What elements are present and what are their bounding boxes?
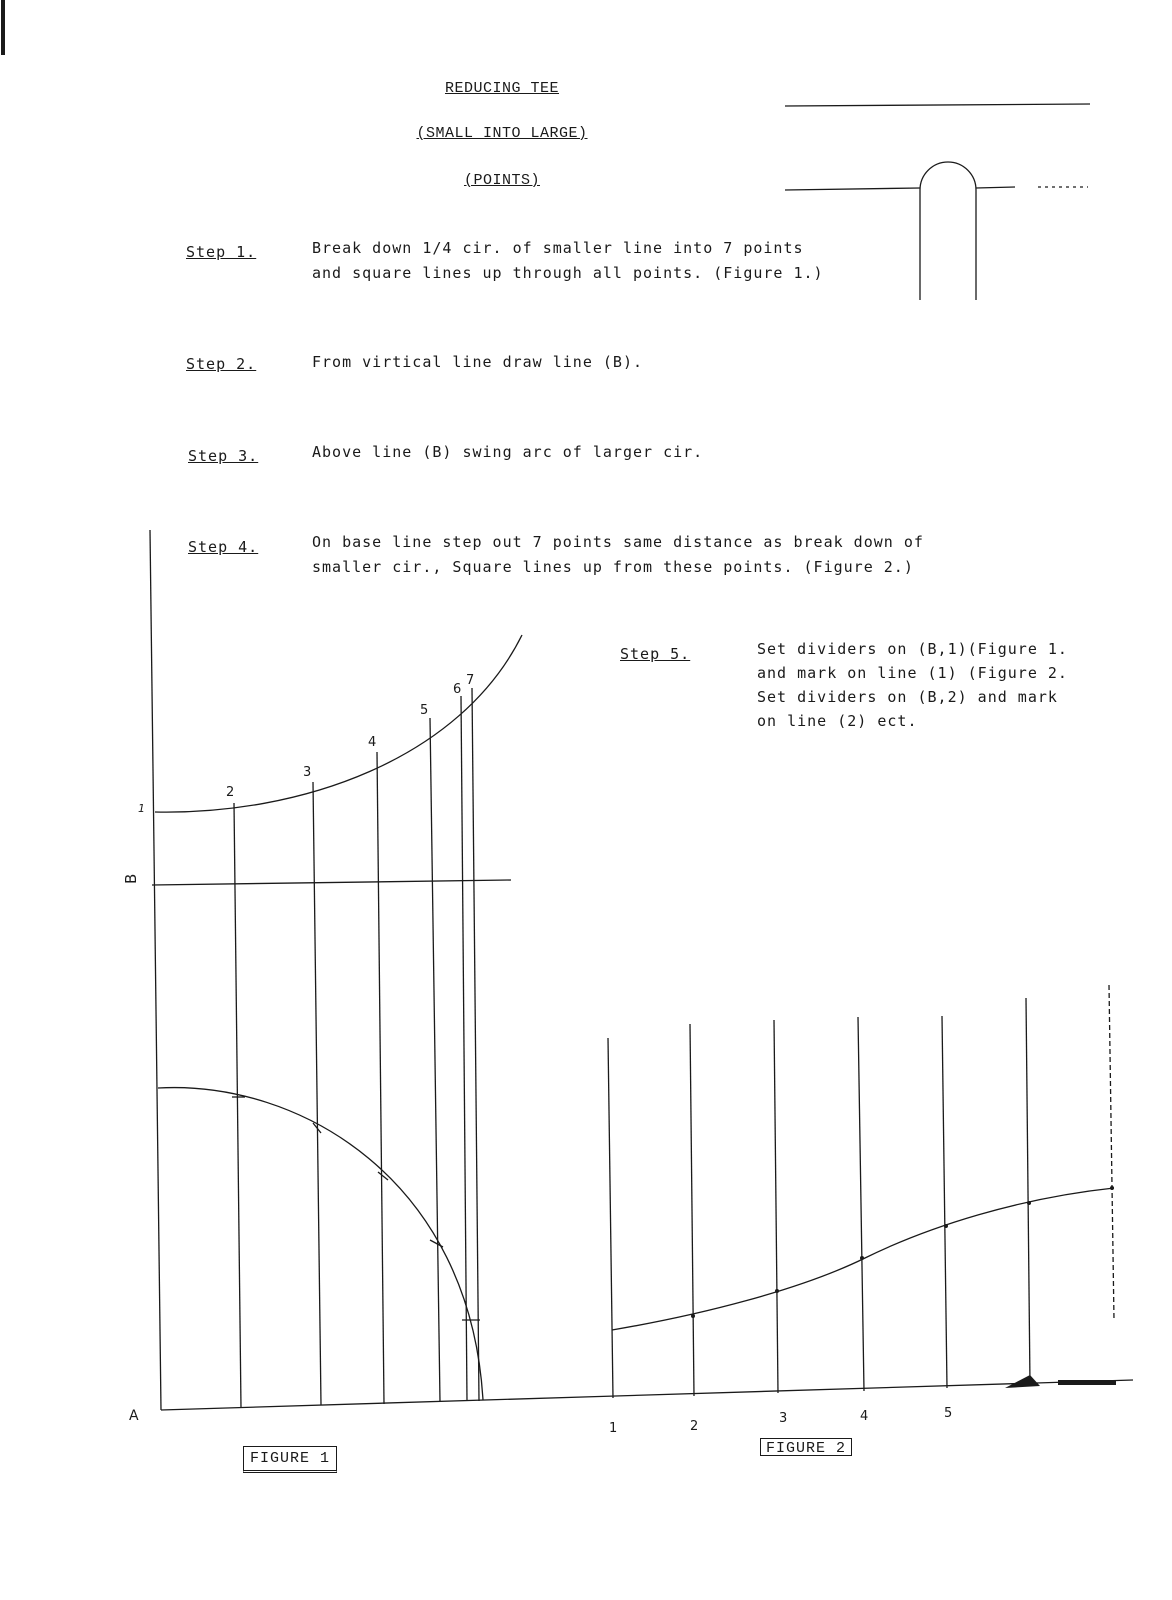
tick-mark bbox=[378, 1172, 388, 1180]
figure-2-marks bbox=[691, 1186, 1116, 1388]
step-1-line-1: Break down 1/4 cir. of smaller line into 7 points bbox=[312, 239, 804, 257]
figure-2-vertical-lines bbox=[608, 985, 1114, 1398]
step-5-line-4: on line (2) ect. bbox=[757, 712, 918, 730]
arc-point-label-5: 5 bbox=[420, 703, 429, 718]
arc-point-label-2: 2 bbox=[226, 785, 235, 800]
step-5-line-3: Set dividers on (B,2) and mark bbox=[757, 688, 1058, 706]
arc-point-label-7: 7 bbox=[466, 673, 475, 688]
curve-mark bbox=[944, 1224, 948, 1228]
step-3-line-1: Above line (B) swing arc of larger cir. bbox=[312, 443, 704, 461]
arc-point-label-4: 4 bbox=[368, 735, 377, 750]
base-label-3: 3 bbox=[779, 1411, 788, 1426]
line-b bbox=[152, 880, 511, 885]
curve-mark bbox=[860, 1256, 864, 1260]
fig2-line-3 bbox=[774, 1020, 778, 1393]
figure-2-caption: FIGURE 2 bbox=[760, 1438, 852, 1456]
figure-1-vertical-axis bbox=[150, 530, 161, 1410]
square-line-5 bbox=[430, 718, 440, 1402]
step-2-label: Step 2. bbox=[186, 355, 257, 373]
step-1-label: Step 1. bbox=[186, 243, 257, 261]
square-line-6 bbox=[461, 696, 467, 1401]
document-subtitle: (SMALL INTO LARGE) bbox=[416, 125, 588, 142]
figure-1-tick-marks bbox=[232, 1097, 480, 1320]
step-3-label: Step 3. bbox=[188, 447, 259, 465]
tee-mid-line-left bbox=[785, 188, 920, 190]
fig2-line-7 bbox=[1109, 985, 1114, 1320]
base-label-4: 4 bbox=[860, 1409, 869, 1424]
square-line-7 bbox=[472, 688, 479, 1401]
fig2-line-5 bbox=[942, 1016, 947, 1388]
fig2-line-2 bbox=[690, 1024, 694, 1396]
tee-mid-line-right bbox=[976, 187, 1015, 188]
figure-1-drawing bbox=[150, 530, 1133, 1410]
larger-circle-arc bbox=[155, 635, 522, 812]
ink-smudge bbox=[1058, 1380, 1116, 1385]
square-line-3 bbox=[313, 782, 321, 1405]
base-label-2: 2 bbox=[690, 1419, 699, 1434]
figure-2-drawing bbox=[608, 985, 1116, 1398]
arc-point-label-3: 3 bbox=[303, 765, 312, 780]
curve-mark bbox=[1027, 1201, 1031, 1205]
square-line-2 bbox=[234, 803, 241, 1408]
step-5-label: Step 5. bbox=[620, 645, 691, 663]
step-4-line-2: smaller cir., Square lines up from these points. (Figure 2.) bbox=[312, 558, 914, 576]
curve-mark bbox=[775, 1289, 779, 1293]
tee-branch-outline bbox=[920, 162, 976, 300]
origin-a-label: A bbox=[129, 1408, 139, 1424]
step-2-line-1: From virtical line draw line (B). bbox=[312, 353, 644, 371]
fig2-line-6 bbox=[1026, 998, 1030, 1385]
arc-point-label-1: 1 bbox=[138, 802, 145, 815]
ink-smudge bbox=[1005, 1375, 1040, 1388]
step-5-line-1: Set dividers on (B,1)(Figure 1. bbox=[757, 640, 1068, 658]
figure-1-caption: FIGURE 1 bbox=[243, 1446, 337, 1473]
base-line bbox=[161, 1380, 1133, 1410]
base-label-1: 1 bbox=[609, 1421, 618, 1436]
curve-mark bbox=[691, 1314, 695, 1318]
document-title: REDUCING TEE bbox=[444, 80, 560, 97]
tick-mark bbox=[430, 1240, 443, 1247]
curve-mark bbox=[1110, 1186, 1114, 1190]
step-5-line-2: and mark on line (1) (Figure 2. bbox=[757, 664, 1068, 682]
step-4-line-1: On base line step out 7 points same distance as break down of bbox=[312, 533, 924, 551]
base-label-5: 5 bbox=[944, 1406, 953, 1421]
document-subtitle-points: (POINTS) bbox=[463, 172, 540, 189]
step-1-line-2: and square lines up through all points. (Figure 1.) bbox=[312, 264, 824, 282]
fig2-line-1 bbox=[608, 1038, 613, 1398]
tee-top-line bbox=[785, 104, 1090, 106]
tee-sketch bbox=[785, 104, 1090, 300]
arc-point-label-6: 6 bbox=[453, 682, 462, 697]
line-b-label: B bbox=[122, 873, 140, 884]
square-line-4 bbox=[377, 752, 384, 1404]
step-4-label: Step 4. bbox=[188, 538, 259, 556]
figure-1-square-lines bbox=[234, 688, 479, 1408]
fig2-line-4 bbox=[858, 1017, 864, 1391]
